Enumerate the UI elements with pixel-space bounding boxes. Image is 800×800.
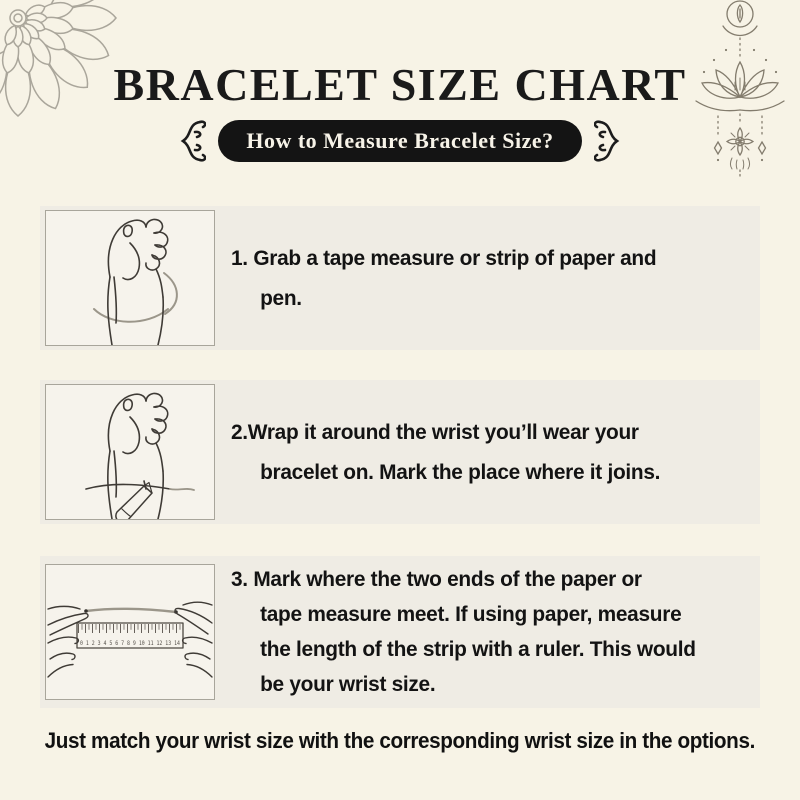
step-3-line: the length of the strip with a ruler. This would xyxy=(260,637,696,661)
step-3-panel xyxy=(40,556,760,708)
step-3-text xyxy=(231,562,696,702)
fist-with-tape-icon xyxy=(46,211,214,345)
page-title: BRACELET SIZE CHART xyxy=(113,59,687,110)
footer-note-text: Just match your wrist size with the corresponding wrist size in the options. xyxy=(44,728,756,753)
ruler-scale-numbers: 0 1 2 3 4 5 6 7 8 9 10 11 12 13 14 xyxy=(80,640,181,647)
step-1-line: 1. Grab a tape measure or strip of paper and xyxy=(231,246,657,270)
step-1-panel xyxy=(40,206,760,350)
step-3-line: tape measure meet. If using paper, measure xyxy=(260,602,682,626)
step-3-line: 3. Mark where the two ends of the paper or xyxy=(231,567,642,591)
fist-with-pen-marking-icon xyxy=(46,385,214,519)
step-2-text xyxy=(231,412,660,492)
step-1-text xyxy=(231,238,656,318)
badge-how-to-measure: How to Measure Bracelet Size? xyxy=(218,120,581,162)
step-2-panel xyxy=(40,380,760,524)
step-1-line: pen. xyxy=(260,286,302,310)
step-3-line: be your wrist size. xyxy=(260,672,436,696)
hands-with-ruler-icon xyxy=(46,565,214,699)
curly-flourish-right-icon xyxy=(594,118,624,164)
step-1-figure xyxy=(45,210,215,346)
step-2-line: bracelet on. Mark the place where it joins. xyxy=(260,460,661,484)
curly-flourish-left-icon xyxy=(176,118,206,164)
step-2-figure xyxy=(45,384,215,520)
badge-row xyxy=(0,118,800,164)
step-2-line: 2.Wrap it around the wrist you’ll wear your xyxy=(231,420,639,444)
footer-note xyxy=(0,728,800,754)
step-3-figure xyxy=(45,564,215,700)
